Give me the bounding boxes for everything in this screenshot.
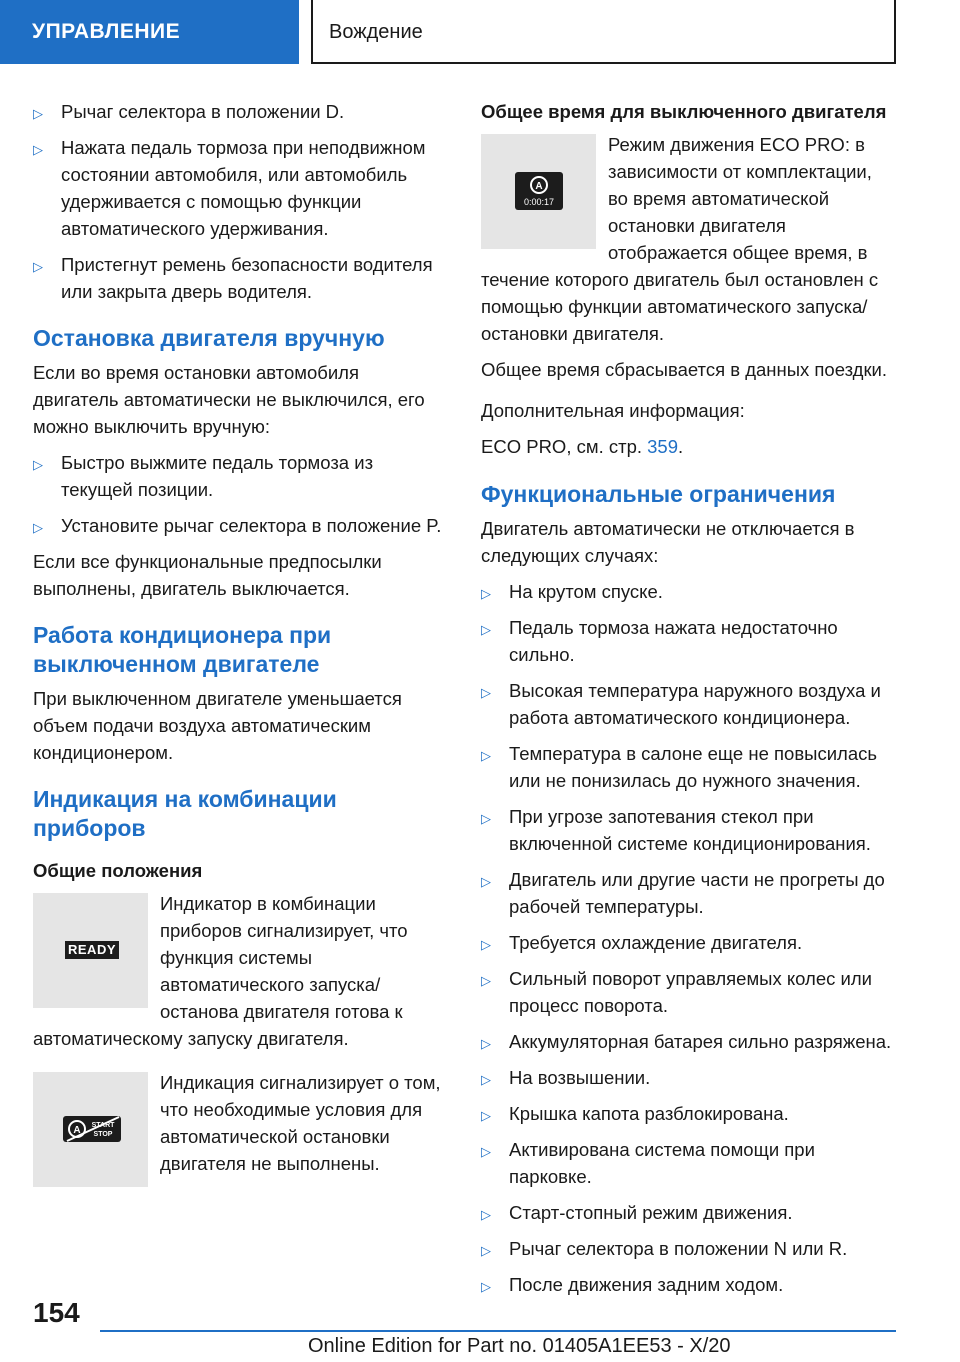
svg-text:STOP: STOP — [93, 1131, 113, 1138]
bullet-triangle-icon: ▷ — [481, 973, 491, 988]
svg-text:A: A — [535, 181, 543, 192]
left-column — [33, 98, 447, 1191]
bullet-triangle-icon: ▷ — [481, 1207, 491, 1222]
cluster-heading: Индикация на комбинации приборов — [33, 786, 337, 841]
list-item: ▷ Установите рычаг селектора в положение P. — [33, 512, 447, 539]
limits-heading: Функциональные ограничения — [481, 481, 836, 507]
list-item: ▷ Рычаг селектора в положении N или R. — [481, 1235, 895, 1262]
total-time-indicator — [515, 172, 563, 210]
list-item: ▷ Высокая температура наружного воздуха и работа автоматического кондиционера. — [481, 680, 881, 728]
bullet-triangle-icon: ▷ — [481, 586, 491, 601]
startstop-unavailable-text: Индикация сигнализирует о том, что необходимые условия для автоматической остановки двигателя не выполнены. — [160, 1072, 441, 1174]
list-item: ▷ Сильный поворот управляемых колес или процесс поворота. — [481, 968, 872, 1016]
list-item: ▷ Активирована система помощи при парковке. — [481, 1139, 815, 1187]
list-item: ▷ Нажата педаль тормоза при неподвижном состоянии автомобиля, или автомобиль удерживается с помощью функции автоматического удерживания. — [33, 137, 426, 239]
list-item: ▷ Аккумуляторная батарея сильно разряжена. — [481, 1028, 895, 1055]
total-time-figure-block — [481, 131, 895, 356]
conditions-list — [33, 98, 447, 305]
general-subheading: Общие положения — [33, 860, 203, 881]
bullet-triangle-icon: ▷ — [481, 874, 491, 889]
bullet-triangle-icon: ▷ — [481, 937, 491, 952]
list-item: ▷ После движения задним ходом. — [481, 1271, 895, 1298]
chapter-title: Вождение — [311, 0, 896, 64]
bullet-triangle-icon: ▷ — [481, 1108, 491, 1123]
limits-list — [481, 578, 895, 1298]
manual-stop-heading: Остановка двигателя вручную — [33, 325, 385, 351]
bullet-triangle-icon: ▷ — [33, 457, 43, 472]
list-item: ▷ Требуется охлаждение двигателя. — [481, 929, 895, 956]
startstop-unavailable-image — [33, 1072, 148, 1187]
total-time-indicator-image — [481, 134, 596, 249]
ready-figure-block — [33, 890, 447, 1061]
bullet-triangle-icon: ▷ — [481, 811, 491, 826]
bullet-triangle-icon: ▷ — [481, 1072, 491, 1087]
total-time-text: Режим движения ECO PRO: в зависимости от комплектации, во время автоматической остановки двигателя отображается общее время, в течение которого двигатель был остановлен с помощью функции автоматического запуска/остановки двигателя. — [481, 134, 879, 344]
bullet-triangle-icon: ▷ — [481, 748, 491, 763]
list-item: ▷ При угрозе запотевания стекол при включенной системе кондиционирования. — [481, 806, 871, 854]
bullet-triangle-icon: ▷ — [481, 1144, 491, 1159]
ac-heading: Работа кондиционера при выключенном двигателе — [33, 622, 332, 677]
list-item: ▷ На крутом спуске. — [481, 578, 895, 605]
ac-text: При выключенном двигателе уменьшается объем подачи воздуха автоматическим кондиционером. — [33, 688, 402, 763]
svg-text:START: START — [91, 1122, 115, 1129]
svg-text:0:00:17: 0:00:17 — [523, 197, 555, 207]
list-item: ▷ Рычаг селектора в положении D. — [33, 98, 447, 125]
list-item: ▷ Пристегнут ремень безопасности водителя или закрыта дверь водителя. — [33, 254, 433, 302]
total-time-reset: Общее время сбрасывается в данных поездки. — [481, 359, 888, 380]
bullet-triangle-icon: ▷ — [33, 106, 43, 121]
ready-indicator-text: Индикатор в комбинации приборов сигнализирует, что функция системы автоматического запуска/останова двигателя готова к автоматическому запуску двигателя. — [33, 893, 408, 1049]
auto-start-stop-icon — [515, 172, 563, 210]
ready-indicator-image — [33, 893, 148, 1008]
bullet-triangle-icon: ▷ — [481, 622, 491, 637]
bullet-triangle-icon: ▷ — [33, 520, 43, 535]
right-column — [481, 98, 895, 1307]
edition-footer: Online Edition for Part no. 01405A1EE53 - X/20 — [308, 1335, 731, 1357]
list-item: ▷ Крышка капота разблокирована. — [481, 1100, 895, 1127]
start-stop-crossed-icon — [63, 1114, 123, 1144]
bullet-triangle-icon: ▷ — [481, 1279, 491, 1294]
bullet-triangle-icon: ▷ — [481, 1036, 491, 1051]
list-item: ▷ Педаль тормоза нажата недостаточно сильно. — [481, 617, 838, 665]
eco-pro-reference: ECO PRO, см. стр. 359. — [481, 436, 684, 457]
list-item: ▷ Старт-стопный режим движения. — [481, 1199, 895, 1226]
bullet-triangle-icon: ▷ — [33, 259, 43, 274]
bullet-triangle-icon: ▷ — [481, 685, 491, 700]
svg-text:A: A — [73, 1125, 81, 1136]
list-item: ▷ Температура в салоне еще не повысилась или не понизилась до нужного значения. — [481, 743, 877, 791]
page-number: 154 — [33, 1297, 80, 1328]
bullet-triangle-icon: ▷ — [481, 1243, 491, 1258]
manual-stop-list — [33, 449, 447, 539]
startstop-figure-block — [33, 1069, 447, 1191]
total-time-subheading: Общее время для выключенного двигателя — [481, 101, 887, 122]
list-item: ▷ На возвышении. — [481, 1064, 895, 1091]
footer-divider — [100, 1330, 896, 1332]
section-tab: УПРАВЛЕНИЕ — [0, 0, 299, 64]
more-info-label: Дополнительная информация: — [481, 400, 745, 421]
limits-intro: Двигатель автоматически не отключается в следующих случаях: — [481, 518, 855, 566]
bullet-triangle-icon: ▷ — [33, 142, 43, 157]
page-link[interactable]: 359 — [647, 436, 679, 457]
list-item: ▷ Быстро выжмите педаль тормоза из текущей позиции. — [33, 452, 374, 500]
manual-stop-intro: Если во время остановки автомобиля двигатель автоматически не выключился, его можно выключить вручную: — [33, 362, 425, 437]
manual-stop-outro: Если все функциональные предпосылки выполнены, двигатель выключается. — [33, 551, 382, 599]
list-item: ▷ Двигатель или другие части не прогреты до рабочей температуры. — [481, 869, 885, 917]
ready-indicator-label: READY — [65, 941, 119, 959]
